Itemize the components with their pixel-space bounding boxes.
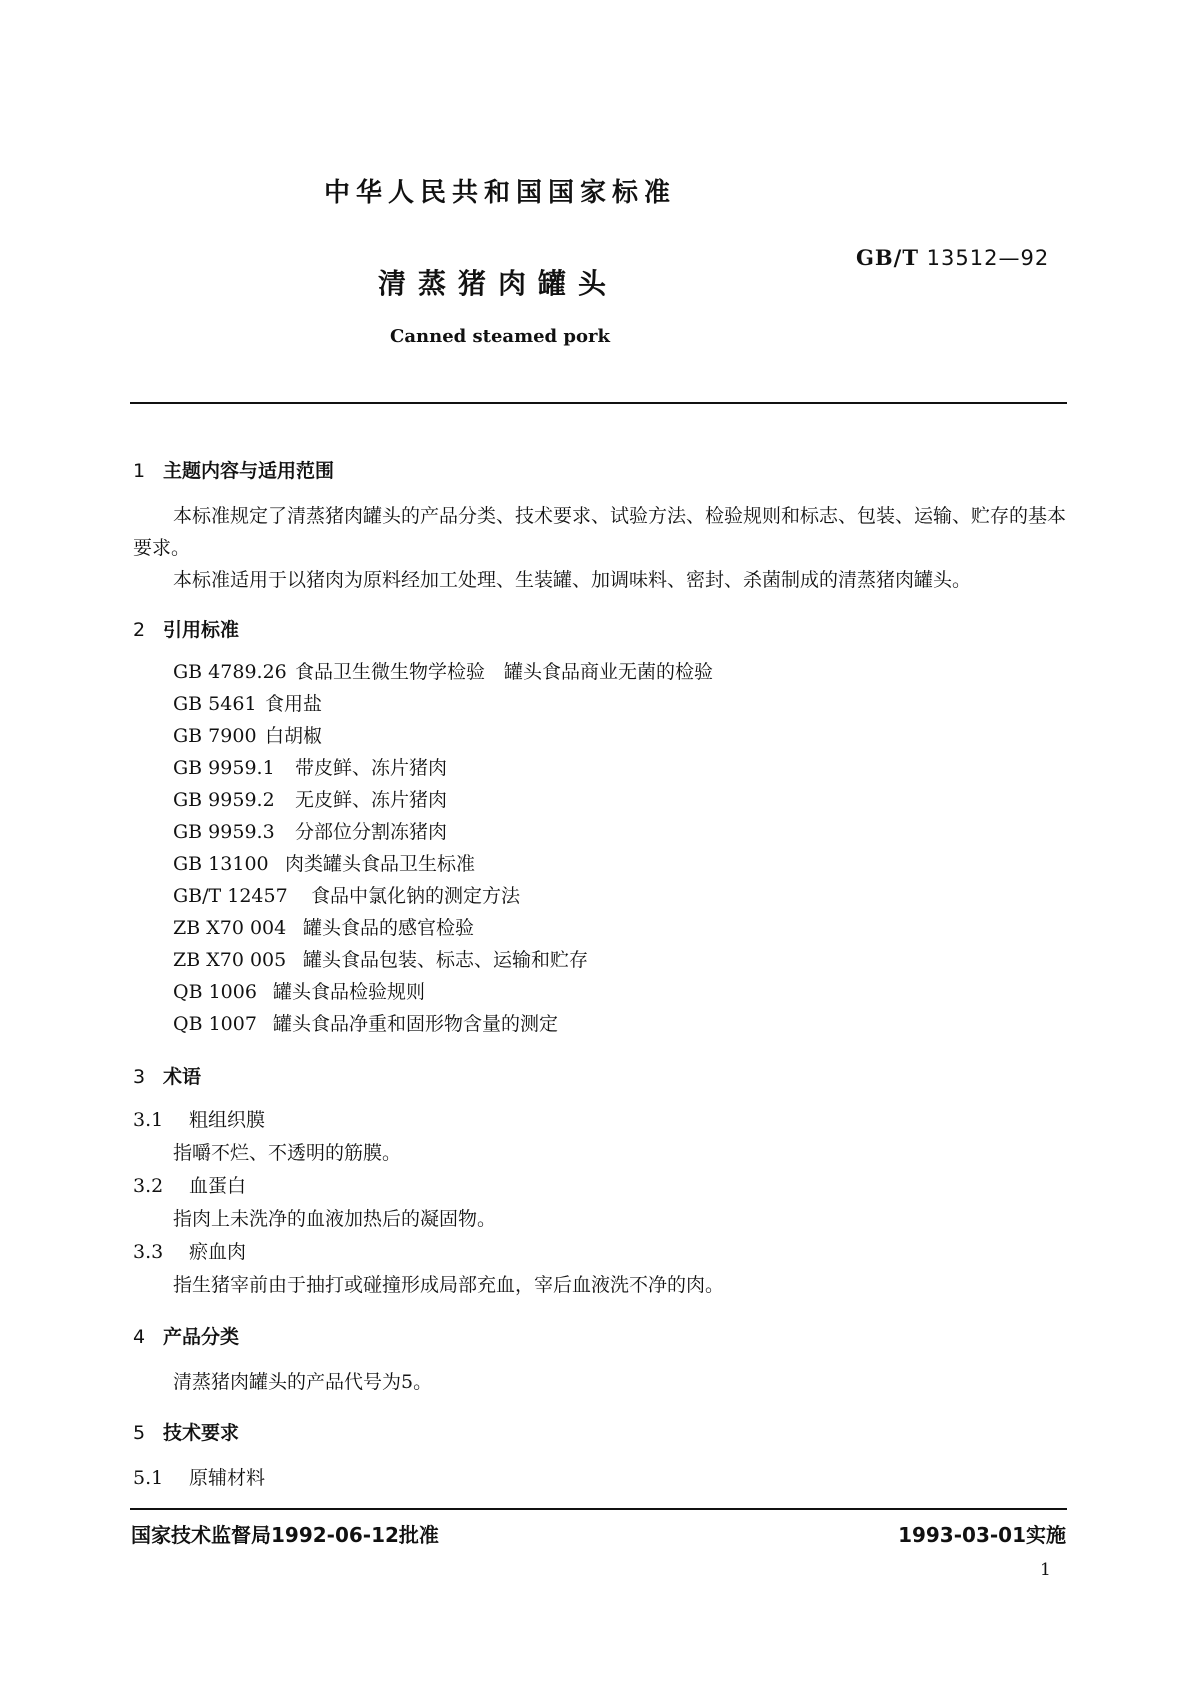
reference-item bbox=[173, 752, 447, 784]
reference-code: ZB X70 005 bbox=[173, 949, 287, 971]
section-title: 产品分类 bbox=[163, 1326, 240, 1348]
section-4-paragraph: 清蒸猪肉罐头的产品代号为5。 bbox=[173, 1371, 433, 1393]
document-title-cn: 清蒸猪肉罐头 bbox=[377, 267, 618, 300]
reference-name: 带皮鲜、冻片猪肉 bbox=[295, 757, 448, 779]
standard-prefix: GB/T bbox=[856, 245, 919, 270]
term-definition: 指肉上未洗净的血液加热后的凝固物。 bbox=[173, 1208, 497, 1230]
term-name: 粗组织膜 bbox=[189, 1109, 266, 1131]
term-item bbox=[133, 1170, 246, 1202]
reference-item bbox=[173, 848, 475, 880]
reference-code: GB 5461 bbox=[173, 693, 257, 715]
section-5-heading bbox=[133, 1418, 239, 1445]
reference-item bbox=[173, 912, 474, 944]
reference-item bbox=[173, 688, 322, 720]
section-title: 引用标准 bbox=[163, 619, 240, 641]
reference-name: 白胡椒 bbox=[265, 725, 323, 747]
reference-code: GB 9959.2 bbox=[173, 789, 275, 811]
approval-date: 国家技术监督局1992-06-12批准 bbox=[131, 1523, 439, 1547]
reference-code: GB/T 12457 bbox=[173, 885, 288, 907]
document-title-en: Canned steamed pork bbox=[390, 326, 610, 347]
section-number: 3 bbox=[133, 1066, 146, 1088]
section-4-heading bbox=[133, 1322, 239, 1349]
reference-item bbox=[173, 880, 520, 912]
reference-code: GB 4789.26 bbox=[173, 661, 287, 683]
section-title: 技术要求 bbox=[163, 1422, 240, 1444]
footer-divider bbox=[130, 1508, 1067, 1510]
reference-name: 食用盐 bbox=[265, 693, 323, 715]
reference-item bbox=[173, 1008, 558, 1040]
term-name: 瘀血肉 bbox=[189, 1241, 247, 1263]
reference-name: 分部位分割冻猪肉 bbox=[295, 821, 448, 843]
reference-item bbox=[173, 656, 713, 688]
reference-code: ZB X70 004 bbox=[173, 917, 287, 939]
term-number: 3.2 bbox=[133, 1175, 164, 1197]
term-definition: 指生猪宰前由于抽打或碰撞形成局部充血，宰后血液洗不净的肉。 bbox=[173, 1274, 725, 1296]
reference-item bbox=[173, 720, 322, 752]
reference-item bbox=[173, 816, 447, 848]
reference-code: GB 9959.1 bbox=[173, 757, 275, 779]
section-number: 5 bbox=[133, 1422, 146, 1444]
term-name: 血蛋白 bbox=[189, 1175, 247, 1197]
section-number: 2 bbox=[133, 619, 146, 641]
reference-code: GB 7900 bbox=[173, 725, 257, 747]
term-item bbox=[133, 1104, 265, 1136]
reference-name: 罐头食品净重和固形物含量的测定 bbox=[273, 1013, 559, 1035]
reference-code: QB 1007 bbox=[173, 1013, 257, 1035]
page-number: 1 bbox=[1040, 1560, 1051, 1580]
header-divider bbox=[130, 402, 1067, 404]
reference-name: 罐头食品包装、标志、运输和贮存 bbox=[303, 949, 589, 971]
reference-item bbox=[173, 944, 588, 976]
standard-code: 13512—92 bbox=[926, 246, 1050, 270]
section-1-heading bbox=[133, 456, 334, 483]
effective-date: 1993-03-01实施 bbox=[898, 1523, 1066, 1547]
reference-name: 罐头食品的感官检验 bbox=[303, 917, 475, 939]
reference-item bbox=[173, 976, 425, 1008]
section-number: 1 bbox=[133, 460, 146, 482]
section-title: 术语 bbox=[163, 1066, 202, 1088]
section-number: 4 bbox=[133, 1326, 146, 1348]
reference-item bbox=[173, 784, 447, 816]
reference-name: 食品卫生微生物学检验 罐头食品商业无菌的检验 bbox=[295, 661, 714, 683]
term-number: 3.1 bbox=[133, 1109, 164, 1131]
reference-code: QB 1006 bbox=[173, 981, 257, 1003]
reference-name: 食品中氯化钠的测定方法 bbox=[311, 885, 521, 907]
subsection-title: 原辅材料 bbox=[189, 1467, 266, 1489]
reference-name: 肉类罐头食品卫生标准 bbox=[285, 853, 476, 875]
reference-name: 无皮鲜、冻片猪肉 bbox=[295, 789, 448, 811]
subsection-5-1 bbox=[133, 1462, 265, 1494]
section-title: 主题内容与适用范围 bbox=[163, 460, 335, 482]
term-definition: 指嚼不烂、不透明的筋膜。 bbox=[173, 1142, 402, 1164]
reference-code: GB 9959.3 bbox=[173, 821, 275, 843]
section-3-heading bbox=[133, 1062, 201, 1089]
national-standard-title: 中华人民共和国国家标准 bbox=[323, 178, 676, 208]
reference-code: GB 13100 bbox=[173, 853, 269, 875]
section-2-heading bbox=[133, 615, 239, 642]
term-number: 3.3 bbox=[133, 1241, 164, 1263]
term-item bbox=[133, 1236, 246, 1268]
subsection-number: 5.1 bbox=[133, 1467, 164, 1489]
section-1-paragraph-2: 本标准适用于以猪肉为原料经加工处理、生装罐、加调味料、密封、杀菌制成的清蒸猪肉罐头。 bbox=[173, 569, 972, 591]
section-1-paragraph-1: 本标准规定了清蒸猪肉罐头的产品分类、技术要求、试验方法、检验规则和标志、包装、运输、贮存的基本要求。 bbox=[133, 505, 1067, 559]
reference-name: 罐头食品检验规则 bbox=[273, 981, 426, 1003]
